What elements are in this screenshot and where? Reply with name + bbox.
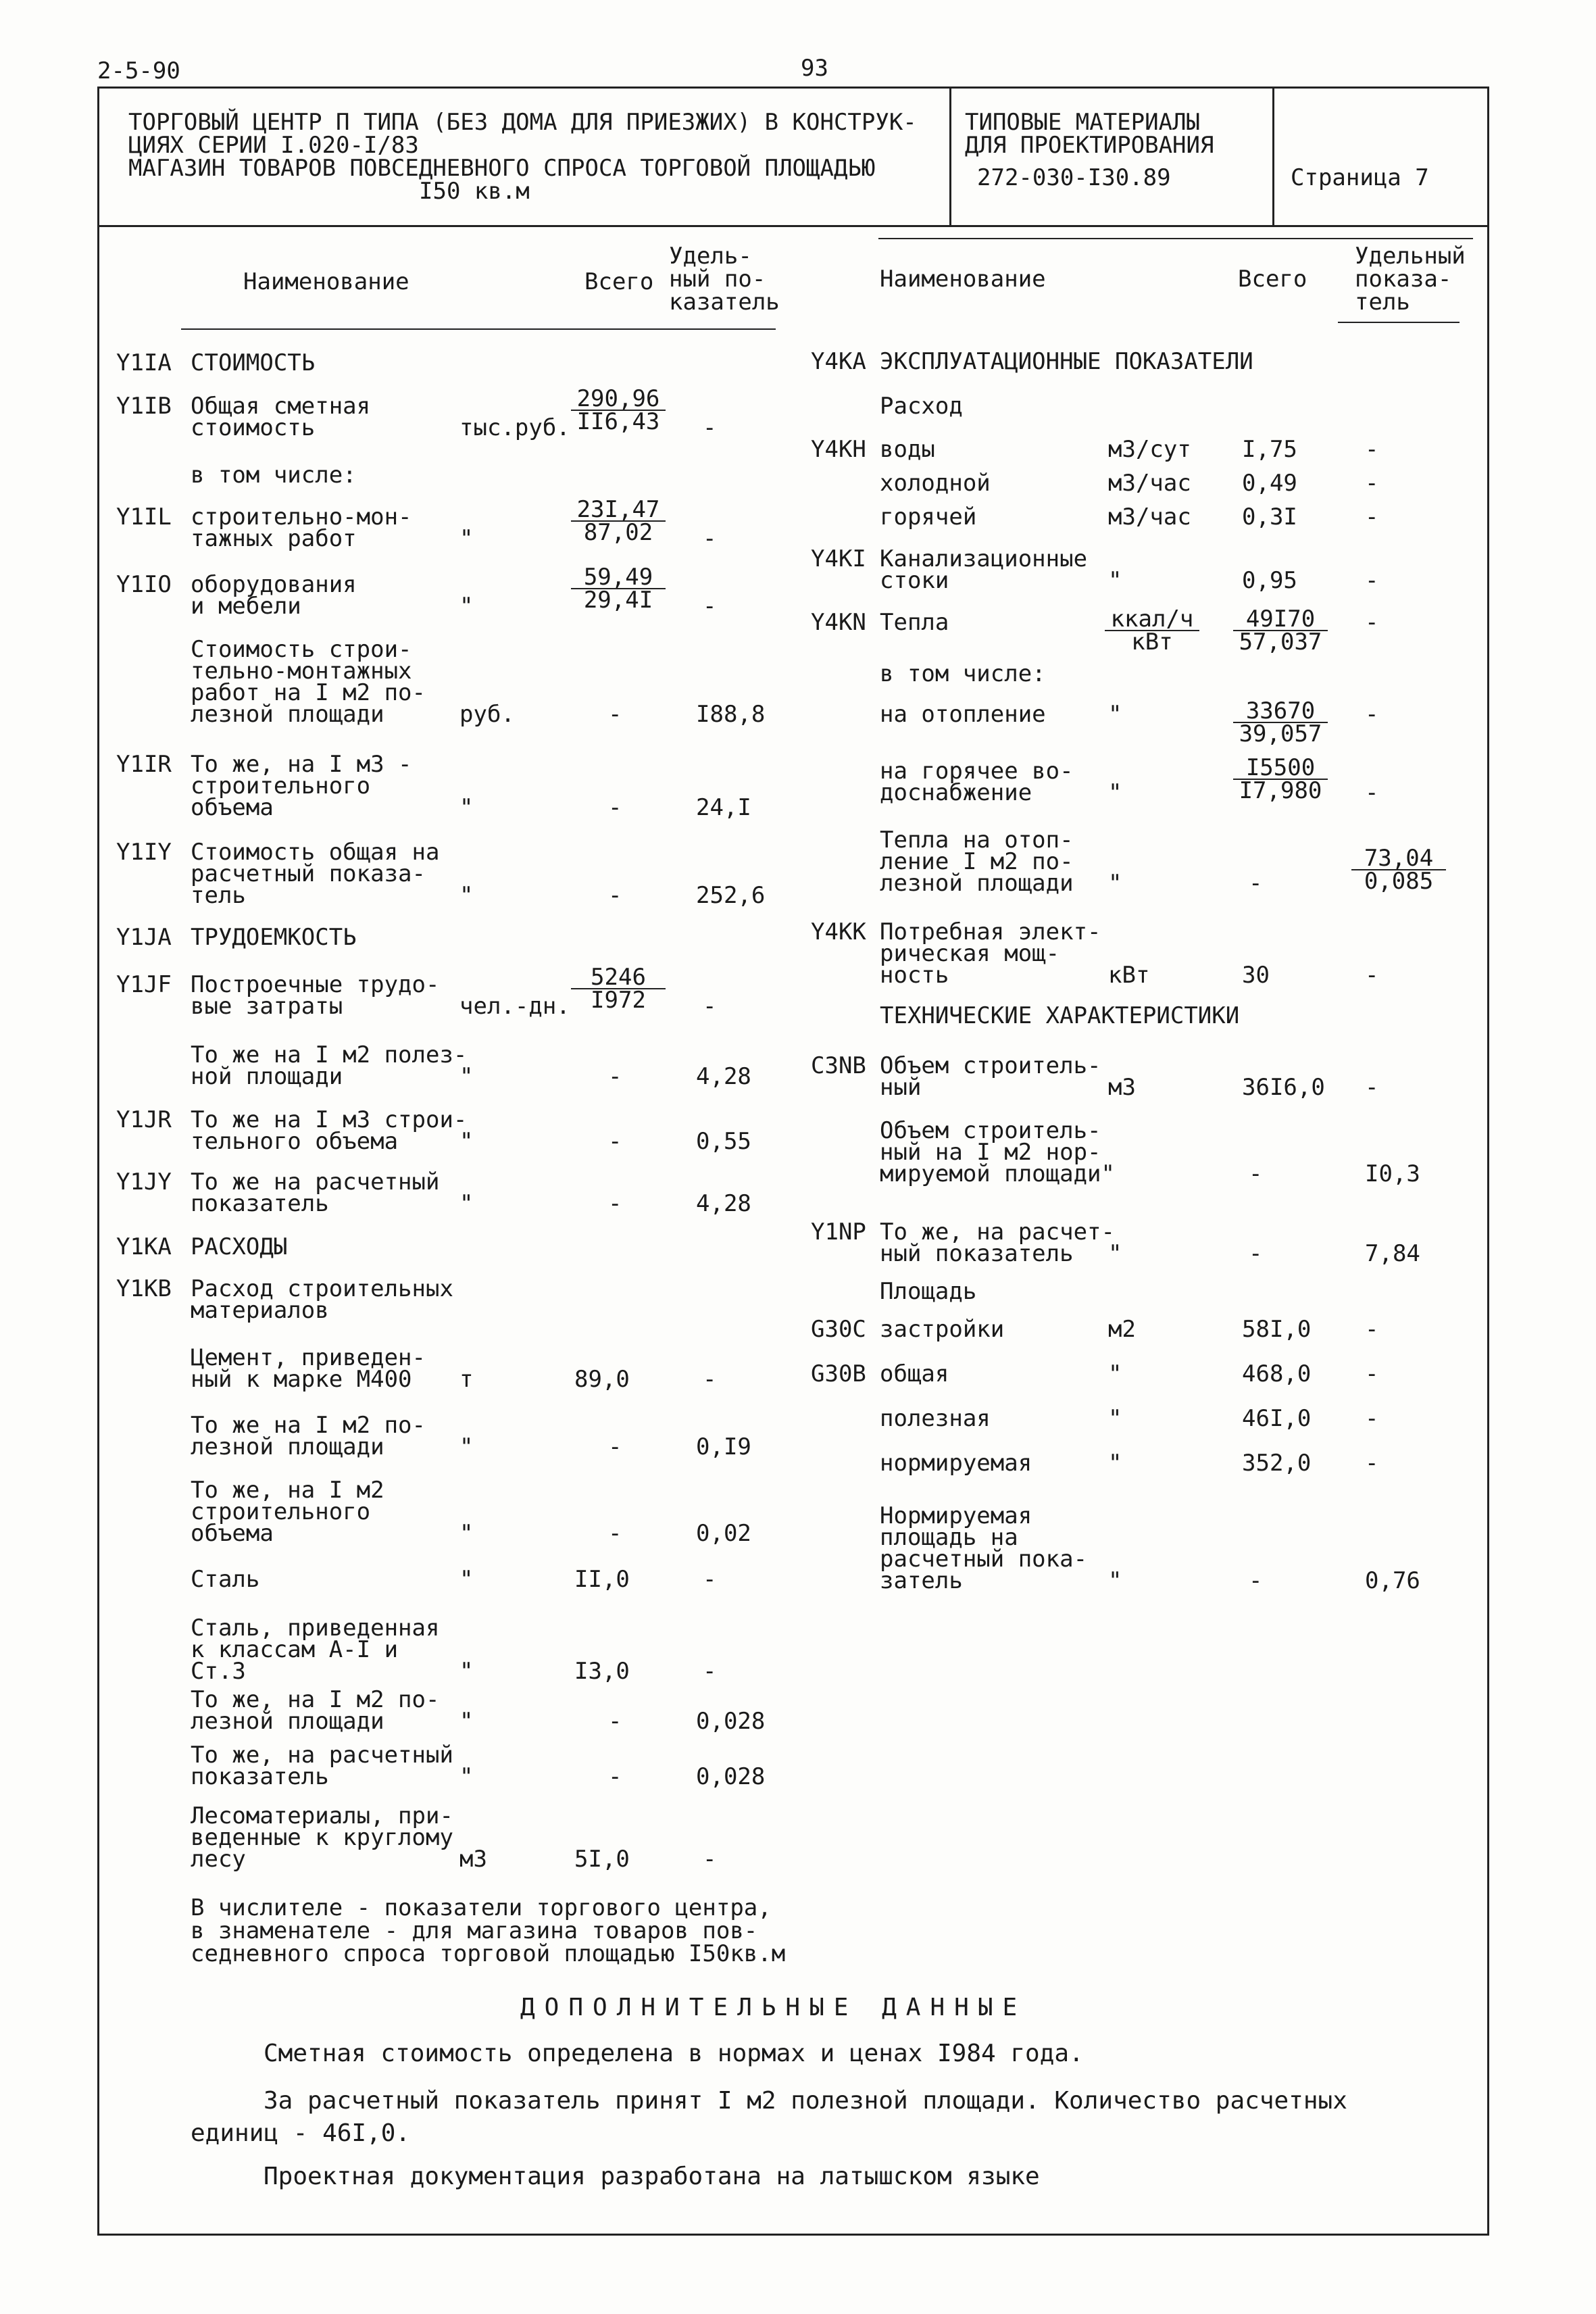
- right-col-specific-header: показа-: [1355, 266, 1452, 293]
- row-name-line: ный к марке М400: [191, 1366, 412, 1393]
- row-name-line: Сталь: [191, 1566, 260, 1593]
- row-code: Y1KB: [116, 1275, 172, 1302]
- row-specific: -: [703, 593, 717, 620]
- row-unit: ": [459, 525, 474, 552]
- row-specific: 0,028: [696, 1763, 766, 1790]
- header-divider-2: [1272, 87, 1274, 225]
- footnote-line: седневного спроса торговой площадью I50кв.м: [191, 1940, 786, 1967]
- row-total-fraction-denominator: 57,037: [1239, 629, 1322, 656]
- row-total: 89,0: [574, 1366, 630, 1393]
- row-total-fraction-numerator: 59,49: [571, 566, 666, 589]
- row-name-line: Общая сметная: [191, 393, 371, 420]
- row-total-fraction-denominator: 39,057: [1239, 720, 1322, 747]
- row-unit: чел.-дн.: [459, 993, 570, 1020]
- row-specific: 0,76: [1365, 1567, 1420, 1594]
- row-name-line: То же на I м2 по-: [191, 1412, 426, 1439]
- row-name-line: затель: [880, 1567, 963, 1594]
- right-col-specific-header: тель: [1355, 289, 1410, 316]
- row-specific: I88,8: [696, 701, 766, 728]
- row-name-line: То же на I м3 строи-: [191, 1106, 468, 1133]
- right-col-total-header: Всего: [1238, 266, 1307, 293]
- row-name-line: лезной площади: [191, 701, 384, 728]
- row-name-line: То же, на I м2: [191, 1477, 384, 1504]
- row-name-line: доснабжение: [880, 779, 1032, 806]
- row-specific: 0,I9: [696, 1433, 751, 1460]
- row-total: 46I,0: [1242, 1405, 1312, 1432]
- row-unit: ": [1108, 870, 1122, 897]
- row-unit: ": [1108, 701, 1122, 728]
- sheet-label: Страница 7: [1291, 164, 1429, 191]
- row-specific: -: [1365, 567, 1379, 594]
- left-col-total-header: Всего: [584, 268, 654, 295]
- row-code: Y4KN: [811, 609, 866, 636]
- row-total-fraction-numerator: 49I70: [1233, 608, 1328, 631]
- row-name-line: РАСХОДЫ: [191, 1233, 288, 1260]
- row-specific: -: [1365, 609, 1379, 636]
- row-unit: м3/сут: [1108, 436, 1191, 463]
- row-name-line: Тепла на отоп-: [880, 827, 1074, 854]
- row-name-line: Площадь: [880, 1278, 977, 1305]
- row-name-line: вые затраты: [191, 993, 343, 1020]
- row-unit: м3: [459, 1846, 487, 1873]
- additional-title: ДОПОЛНИТЕЛЬНЫЕ ДАННЫЕ: [520, 1994, 1027, 2021]
- row-code: Y1IY: [116, 839, 172, 866]
- row-unit: м3/час: [1108, 470, 1191, 497]
- row-specific-fraction-numerator: 73,04: [1351, 847, 1446, 870]
- row-unit: т: [459, 1366, 474, 1393]
- row-name-line: Стоимость строи-: [191, 636, 412, 663]
- row-code: Y1JR: [116, 1106, 172, 1133]
- row-name-line: холодной: [880, 470, 991, 497]
- header-title-line: I50 кв.м: [419, 178, 530, 205]
- row-name-line: горячей: [880, 503, 977, 531]
- row-total: -: [608, 1063, 622, 1090]
- row-specific: -: [1365, 1450, 1379, 1477]
- row-name-line: ТРУДОЕМКОСТЬ: [191, 924, 357, 951]
- row-name-line: тель: [191, 882, 246, 909]
- row-specific-fraction: [1351, 845, 1446, 895]
- row-name-line: строительно-мон-: [191, 503, 412, 531]
- row-code: Y1IA: [116, 349, 172, 376]
- row-name-line: То же, на I м3 -: [191, 751, 412, 778]
- row-name-line: тажных работ: [191, 525, 357, 552]
- row-name-line: Построечные трудо-: [191, 971, 440, 998]
- row-code: Y1IB: [116, 393, 172, 420]
- row-unit: ": [459, 1063, 474, 1090]
- row-name-line: Цемент, приведен-: [191, 1344, 426, 1371]
- additional-paragraph: Сметная стоимость определена в нормах и ценах I984 года.: [264, 2040, 1084, 2067]
- row-specific: -: [1365, 779, 1379, 806]
- row-unit: тыс.руб.: [459, 414, 570, 441]
- row-total: -: [1249, 870, 1263, 897]
- row-code: Y4KH: [811, 436, 866, 463]
- row-specific: -: [703, 1366, 717, 1393]
- row-specific: -: [703, 993, 717, 1020]
- right-header-top-rule: [878, 238, 1473, 239]
- row-specific: 252,6: [696, 882, 766, 909]
- row-total: -: [1249, 1567, 1263, 1594]
- row-unit-fraction: [1105, 606, 1199, 656]
- header-title-line: МАГАЗИН ТОВАРОВ ПОВСЕДНЕВНОГО СПРОСА ТОРГОВОЙ ПЛОЩАДЬЮ: [128, 155, 876, 182]
- row-specific: I0,3: [1365, 1160, 1420, 1187]
- row-name-line: То же на I м2 полез-: [191, 1041, 468, 1068]
- row-name-line: показатель: [191, 1190, 329, 1217]
- row-unit: ": [459, 882, 474, 909]
- row-specific: 0,55: [696, 1128, 751, 1155]
- row-name-line: тельно-монтажных: [191, 658, 412, 685]
- row-unit: ": [459, 1433, 474, 1460]
- row-total: -: [608, 1128, 622, 1155]
- row-total-fraction: [1233, 606, 1328, 656]
- row-code: C3NB: [811, 1052, 866, 1079]
- row-code: Y1IL: [116, 503, 172, 531]
- row-code: Y1JF: [116, 971, 172, 998]
- row-total: -: [608, 794, 622, 821]
- row-name-line: показатель: [191, 1763, 329, 1790]
- row-unit: ": [459, 1520, 474, 1547]
- row-name-line: на отопление: [880, 701, 1046, 728]
- row-name-line: Нормируемая: [880, 1502, 1032, 1529]
- row-name-line: на горячее во-: [880, 758, 1074, 785]
- row-unit: ": [1108, 1240, 1122, 1267]
- row-total: 468,0: [1242, 1360, 1312, 1387]
- row-name-line: стоки: [880, 567, 949, 594]
- row-name-line: воды: [880, 436, 935, 463]
- materials-label: ДЛЯ ПРОЕКТИРОВАНИЯ: [965, 132, 1214, 159]
- project-code: 272-030-I30.89: [977, 164, 1171, 191]
- row-unit: ": [459, 1658, 474, 1685]
- row-name-line: ление I м2 по-: [880, 848, 1074, 875]
- header-title-line: ТОРГОВЫЙ ЦЕНТР П ТИПА (БЕЗ ДОМА ДЛЯ ПРИЕЗЖИХ) В КОНСТРУК-: [128, 109, 917, 136]
- materials-label: ТИПОВЫЕ МАТЕРИАЛЫ: [965, 109, 1200, 136]
- row-code: G30C: [811, 1316, 866, 1343]
- row-unit: ": [1108, 567, 1122, 594]
- row-total: -: [608, 1520, 622, 1547]
- row-total: 36I6,0: [1242, 1074, 1325, 1101]
- row-unit: ": [1108, 1360, 1122, 1387]
- row-name-line: общая: [880, 1360, 949, 1387]
- row-unit: ": [1108, 1405, 1122, 1432]
- row-specific: -: [1365, 1074, 1379, 1101]
- row-name-line: Стоимость общая на: [191, 839, 440, 866]
- row-total: 30: [1242, 962, 1270, 989]
- row-specific: -: [1365, 1316, 1379, 1343]
- row-name-line: строительного: [191, 1498, 371, 1525]
- row-total-fraction-denominator: I7,980: [1239, 777, 1322, 804]
- row-unit: м3: [1108, 1074, 1136, 1101]
- row-specific: -: [1365, 701, 1379, 728]
- right-header-rule: [1338, 322, 1460, 323]
- row-specific-fraction-denominator: 0,085: [1364, 868, 1434, 895]
- row-total: 0,49: [1242, 470, 1297, 497]
- row-specific: -: [1365, 470, 1379, 497]
- row-name-line: строительного: [191, 772, 371, 799]
- row-total-fraction-numerator: 23I,47: [571, 499, 666, 522]
- row-name-line: Лесоматериалы, при-: [191, 1802, 453, 1829]
- row-total-fraction-numerator: 290,96: [571, 388, 666, 411]
- row-total: -: [608, 701, 622, 728]
- row-name-line: Канализационные: [880, 545, 1088, 572]
- left-col-name-header: Наименование: [243, 268, 409, 295]
- row-specific: -: [703, 525, 717, 552]
- row-name-line: полезная: [880, 1405, 991, 1432]
- row-name-line: объема: [191, 1520, 274, 1547]
- row-name-line: То же, на расчет-: [880, 1218, 1115, 1246]
- row-specific: -: [703, 1846, 717, 1873]
- row-total: -: [608, 882, 622, 909]
- row-total-fraction-denominator: I972: [591, 987, 646, 1014]
- row-specific: -: [703, 414, 717, 441]
- row-name-line: материалов: [191, 1297, 329, 1324]
- footnote-line: В числителе - показатели торгового центра,: [191, 1894, 772, 1921]
- row-total-fraction-numerator: 33670: [1233, 700, 1328, 723]
- row-unit: м3/час: [1108, 503, 1191, 531]
- row-name-line: Ст.3: [191, 1658, 246, 1685]
- row-specific: -: [1365, 1360, 1379, 1387]
- row-total: -: [1249, 1240, 1263, 1267]
- row-name-line: ный: [880, 1074, 922, 1101]
- row-total-fraction: [571, 385, 666, 435]
- row-name-line: То же на расчетный: [191, 1168, 440, 1196]
- row-unit: ": [459, 1708, 474, 1735]
- row-specific: 0,02: [696, 1520, 751, 1547]
- row-name-line: мируемой площади": [880, 1160, 1115, 1187]
- row-name-line: к классам А-I и: [191, 1636, 399, 1663]
- row-name-line: Тепла: [880, 609, 949, 636]
- row-name-line: ЭКСПЛУАТАЦИОННЫЕ ПОКАЗАТЕЛИ: [880, 348, 1253, 375]
- left-col-specific-header: казатель: [669, 289, 780, 316]
- row-name-line: ной площади: [191, 1063, 343, 1090]
- row-code: Y4KA: [811, 348, 866, 375]
- row-specific: -: [1365, 503, 1379, 531]
- row-specific: 7,84: [1365, 1240, 1420, 1267]
- row-total-fraction-denominator: 29,4I: [583, 587, 653, 614]
- row-name-line: оборудования: [191, 571, 357, 598]
- header-divider-1: [949, 87, 951, 225]
- row-name-line: расчетный показа-: [191, 860, 426, 887]
- row-total: -: [608, 1708, 622, 1735]
- row-name-line: ТЕХНИЧЕСКИЕ ХАРАКТЕРИСТИКИ: [880, 1002, 1240, 1029]
- row-name-line: СТОИМОСТЬ: [191, 349, 316, 376]
- row-name-line: лезной площади: [880, 870, 1074, 897]
- row-name-line: Расход: [880, 393, 963, 420]
- row-total: 58I,0: [1242, 1316, 1312, 1343]
- row-specific: 24,I: [696, 794, 751, 821]
- row-name-line: Потребная элект-: [880, 918, 1101, 945]
- corner-code: 2-5-90: [97, 57, 180, 84]
- row-name-line: Сталь, приведенная: [191, 1615, 440, 1642]
- row-total: I3,0: [574, 1658, 630, 1685]
- row-specific: 0,028: [696, 1708, 766, 1735]
- row-specific: -: [1365, 962, 1379, 989]
- row-unit: ": [459, 1190, 474, 1217]
- row-name-line: То же, на расчетный: [191, 1742, 453, 1769]
- row-name-line: лесу: [191, 1846, 246, 1873]
- row-unit: кВт: [1108, 962, 1150, 989]
- row-total-fraction-denominator: II6,43: [576, 408, 660, 435]
- row-name-line: застройки: [880, 1316, 1005, 1343]
- left-header-rule: [181, 328, 776, 330]
- row-name-line: рическая мощ-: [880, 940, 1060, 967]
- row-name-line: Объем строитель-: [880, 1117, 1101, 1144]
- row-unit: ": [1108, 779, 1122, 806]
- row-total: -: [1249, 1160, 1263, 1187]
- row-total: 5I,0: [574, 1846, 630, 1873]
- page-number: 93: [801, 55, 828, 82]
- row-code: G30B: [811, 1360, 866, 1387]
- row-unit: м2: [1108, 1316, 1136, 1343]
- row-total-fraction-denominator: 87,02: [583, 519, 653, 546]
- row-total: II,0: [574, 1566, 630, 1593]
- row-name-line: лезной площади: [191, 1433, 384, 1460]
- row-specific: 4,28: [696, 1190, 751, 1217]
- additional-paragraph: единиц - 46I,0.: [191, 2119, 411, 2147]
- row-total-fraction: [571, 964, 666, 1014]
- row-name-line: Объем строитель-: [880, 1052, 1101, 1079]
- row-total-fraction: [571, 564, 666, 614]
- row-total: -: [608, 1763, 622, 1790]
- row-code: Y1NP: [811, 1218, 866, 1246]
- right-col-specific-header: Удельный: [1355, 243, 1466, 270]
- row-name-line: тельного объема: [191, 1128, 399, 1155]
- row-specific: 4,28: [696, 1063, 751, 1090]
- row-code: Y1JA: [116, 924, 172, 951]
- row-code: Y1KA: [116, 1233, 172, 1260]
- row-total-fraction: [1233, 754, 1328, 804]
- row-total: 352,0: [1242, 1450, 1312, 1477]
- row-name-line: лезной площади: [191, 1708, 384, 1735]
- row-total-fraction-numerator: 5246: [571, 966, 666, 989]
- row-name-line: ный показатель: [880, 1240, 1074, 1267]
- row-unit: ": [459, 1128, 474, 1155]
- right-col-name-header: Наименование: [880, 266, 1046, 293]
- row-code: Y4KK: [811, 918, 866, 945]
- row-code: Y1IR: [116, 751, 172, 778]
- row-unit: ": [459, 1566, 474, 1593]
- row-name-line: ный на I м2 нор-: [880, 1139, 1101, 1166]
- row-total-fraction-numerator: I5500: [1233, 757, 1328, 780]
- row-specific: -: [1365, 436, 1379, 463]
- left-col-specific-header: Удель-: [669, 243, 752, 270]
- row-unit: ": [459, 794, 474, 821]
- row-name-line: ность: [880, 962, 949, 989]
- row-name-line: объема: [191, 794, 274, 821]
- row-name-line: работ на I м2 по-: [191, 679, 426, 706]
- row-unit: ": [1108, 1567, 1122, 1594]
- additional-paragraph: Проектная документация разработана на латышском языке: [264, 2163, 1040, 2190]
- row-unit: руб.: [459, 701, 515, 728]
- header-divider: [97, 225, 1489, 227]
- row-total-fraction: [1233, 697, 1328, 747]
- row-unit: ": [1108, 1450, 1122, 1477]
- row-name-line: расчетный пока-: [880, 1546, 1088, 1573]
- row-specific: -: [703, 1566, 717, 1593]
- row-total: 0,3I: [1242, 503, 1297, 531]
- row-name-line: нормируемая: [880, 1450, 1032, 1477]
- row-name-line: площадь на: [880, 1524, 1018, 1551]
- row-name-line: веденные к круглому: [191, 1824, 453, 1851]
- row-unit: ": [459, 1763, 474, 1790]
- row-name-line: То же, на I м2 по-: [191, 1686, 440, 1713]
- row-name-line: стоимость: [191, 414, 316, 441]
- row-unit: ": [459, 593, 474, 620]
- row-total: -: [608, 1190, 622, 1217]
- row-total-fraction: [571, 496, 666, 546]
- row-name-line: в том числе:: [880, 660, 1046, 687]
- row-name-line: Расход строительных: [191, 1275, 453, 1302]
- row-total: -: [608, 1433, 622, 1460]
- footnote-line: в знаменателе - для магазина товаров пов-: [191, 1917, 758, 1944]
- row-code: Y4KI: [811, 545, 866, 572]
- row-code: Y1IO: [116, 571, 172, 598]
- row-unit-fraction-numerator: ккал/ч: [1105, 608, 1199, 631]
- row-unit-fraction-denominator: кВт: [1131, 629, 1173, 656]
- row-name-line: и мебели: [191, 593, 301, 620]
- row-total: 0,95: [1242, 567, 1297, 594]
- left-col-specific-header: ный по-: [669, 266, 766, 293]
- row-specific: -: [1365, 1405, 1379, 1432]
- row-total: I,75: [1242, 436, 1297, 463]
- row-specific: -: [703, 1658, 717, 1685]
- header-title-line: ЦИЯХ СЕРИИ I.020-I/83: [128, 132, 419, 159]
- row-code: Y1JY: [116, 1168, 172, 1196]
- row-name-line: в том числе:: [191, 462, 357, 489]
- additional-paragraph: За расчетный показатель принят I м2 полезной площади. Количество расчетных: [264, 2087, 1347, 2115]
